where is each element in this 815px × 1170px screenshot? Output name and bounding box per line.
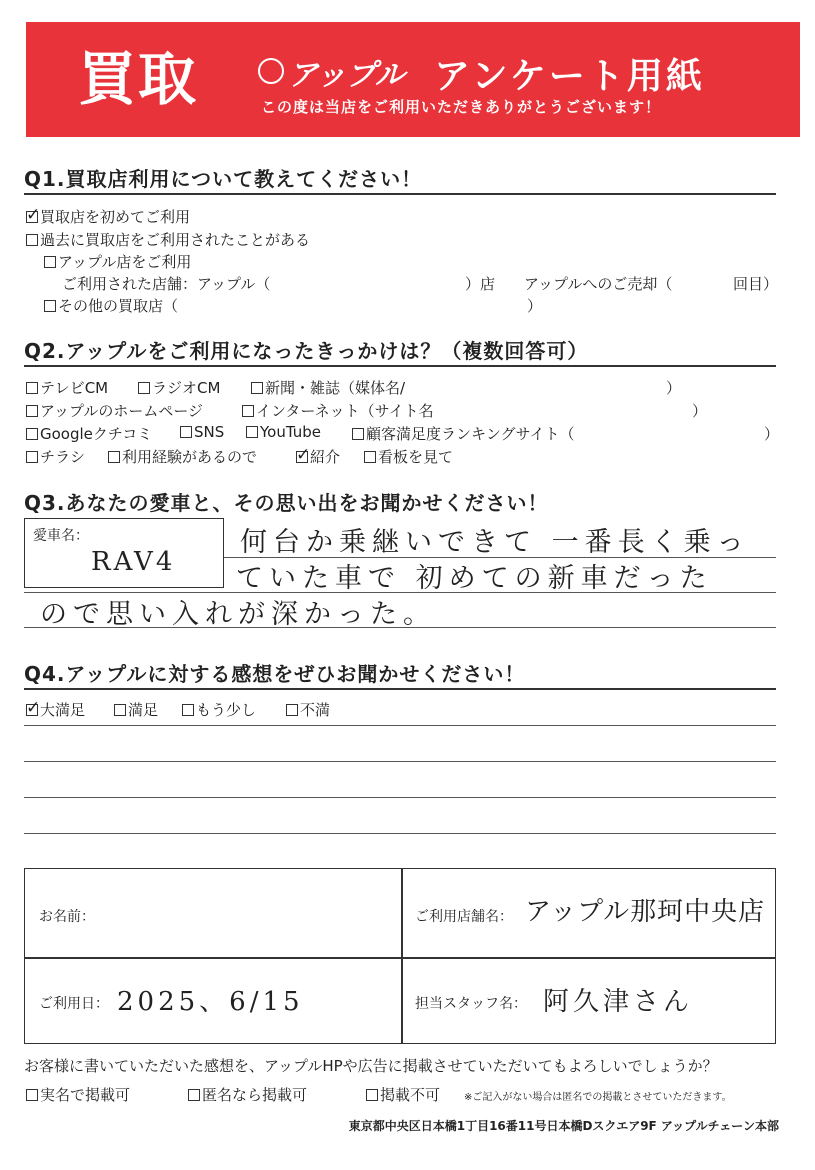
q1-option-first-label: 買取店を初めてご利用	[40, 208, 191, 226]
store-value[interactable]: アップル那珂中央店	[525, 897, 766, 927]
memory-line-1: 何台か乗継いできて 一番長く乗っ	[240, 527, 750, 558]
date-label: ご利用日：	[39, 996, 109, 1012]
q2-option-experience[interactable]	[108, 446, 257, 467]
checkbox-checked-icon[interactable]	[26, 704, 38, 716]
q4-option-very-satisfied-label: 大満足	[40, 701, 86, 719]
q4-option-little-more-label: もう少し	[196, 701, 257, 719]
consent-real-name-label: 実名で掲載可	[40, 1086, 131, 1104]
q2-option-radio[interactable]	[138, 377, 220, 398]
consent-question: お客様に書いていただいた感想を、アップルHPや広告に掲載させていただいてもよろしいでしょうか？	[24, 1057, 718, 1075]
q1-sales-suffix: 回目）	[733, 275, 779, 293]
q4-option-dissatisfied-label: 不満	[300, 701, 331, 719]
checkbox-icon[interactable]	[26, 451, 38, 463]
q1-sales-field[interactable]	[524, 273, 672, 294]
checkbox-checked-icon[interactable]	[26, 211, 38, 223]
q4-option-little-more[interactable]	[182, 699, 256, 720]
q2-option-homepage[interactable]	[26, 400, 203, 421]
q1-option-apple[interactable]	[44, 251, 191, 272]
checkbox-icon[interactable]	[352, 428, 364, 440]
q1-option-past[interactable]	[26, 229, 310, 250]
q2-option-experience-label: 利用経験があるので	[122, 448, 258, 466]
q2-option-signboard[interactable]	[364, 446, 453, 467]
consent-not-allowed[interactable]	[366, 1084, 440, 1105]
q2-option-tv[interactable]	[26, 377, 108, 398]
q3-title: Q3.あなたの愛車と、その思い出をお聞かせください！	[24, 491, 549, 515]
store-label: ご利用店舗名：	[415, 909, 513, 925]
q4-title: Q4.アップルに対する感想をぜひお聞かせください！	[24, 662, 526, 686]
checkbox-icon[interactable]	[26, 428, 38, 440]
q2-option-internet[interactable]	[242, 400, 434, 421]
q2-option-newspaper-label: 新聞・雑誌（媒体名/	[265, 379, 406, 397]
car-name-label: 愛車名：	[33, 528, 89, 544]
checkbox-icon[interactable]	[26, 1089, 38, 1101]
car-name-box[interactable]	[24, 518, 224, 588]
checkbox-icon[interactable]	[242, 405, 254, 417]
checkbox-icon[interactable]	[366, 1089, 378, 1101]
memory-line-2: ていた車で 初めての新車だった	[236, 563, 713, 594]
q2-option-referral-label: 紹介	[310, 448, 341, 466]
consent-anonymous-label: 匿名なら掲載可	[202, 1086, 308, 1104]
checkbox-icon[interactable]	[364, 451, 376, 463]
q1-title: Q1.買取店利用について教えてください！	[24, 167, 423, 191]
checkbox-icon[interactable]	[246, 426, 258, 438]
q1-option-first[interactable]	[26, 206, 190, 227]
q1-sales-label: アップルへのご売却（	[524, 275, 673, 293]
q4-option-satisfied[interactable]	[114, 699, 158, 720]
checkbox-icon[interactable]	[138, 382, 150, 394]
staff-value[interactable]: 阿久津さん	[543, 987, 694, 1017]
q2-option-youtube[interactable]	[246, 423, 321, 441]
q2-option-referral[interactable]	[296, 446, 340, 467]
checkbox-icon[interactable]	[286, 704, 298, 716]
q2-option-newspaper[interactable]	[251, 377, 405, 398]
q2-option-flyer-label: チラシ	[40, 448, 86, 466]
consent-real-name[interactable]	[26, 1084, 130, 1105]
checkbox-icon[interactable]	[251, 382, 263, 394]
q2-option-flyer[interactable]	[26, 446, 85, 467]
q2-option-radio-label: ラジオCM	[152, 379, 221, 397]
q2-option-sns-label: SNS	[194, 423, 225, 441]
memory-line-3: ので思い入れが深かった。	[40, 599, 436, 630]
consent-note: ※ご記入がない場合は匿名での掲載とさせていただきます。	[464, 1092, 732, 1103]
consent-anonymous[interactable]	[188, 1084, 307, 1105]
checkbox-icon[interactable]	[44, 256, 56, 268]
q1-option-past-label: 過去に買取店をご利用されたことがある	[40, 231, 311, 249]
survey-title: アンケート用紙	[434, 56, 705, 97]
brand-logo: アップル	[288, 58, 405, 93]
date-value[interactable]: 2025、6/15	[117, 987, 304, 1017]
consent-not-allowed-label: 掲載不可	[380, 1086, 441, 1104]
q2-option-ranking[interactable]	[352, 423, 575, 444]
footer-address: 東京都中央区日本橋1丁目16番11号日本橋Dスクエア9F アップルチェーン本部	[348, 1119, 779, 1133]
q2-option-ranking-label: 顧客満足度ランキングサイト（	[366, 425, 575, 443]
q4-option-satisfied-label: 満足	[128, 701, 159, 719]
q2-title: Q2.アップルをご利用になったきっかけは？（複数回答可）	[24, 339, 589, 363]
q1-other-suffix: ）	[527, 297, 543, 315]
q2-rule	[24, 365, 776, 367]
q2-option-youtube-label: YouTube	[260, 423, 321, 441]
q1-store-label: ご利用された店舗：アップル（	[62, 275, 271, 293]
checkbox-icon[interactable]	[44, 300, 56, 312]
q2-option-signboard-label: 看板を見て	[378, 448, 454, 466]
q4-rule	[24, 688, 776, 690]
q1-store-suffix: ）店	[465, 275, 496, 293]
thanks-message: この度は当店をご利用いただきありがとうございます！	[261, 98, 662, 116]
q2-option-internet-label: インターネット（サイト名	[256, 402, 434, 420]
header-banner	[26, 22, 800, 137]
q1-option-apple-label: アップル店をご利用	[58, 253, 192, 271]
q1-option-other-label: その他の買取店（	[58, 297, 179, 315]
q2-option-tv-label: テレビCM	[40, 379, 109, 397]
q2-newspaper-close: ）	[666, 379, 682, 397]
car-name-value: RAV4	[91, 547, 176, 577]
q1-rule	[24, 193, 776, 195]
q2-option-google[interactable]	[26, 423, 152, 444]
checkbox-icon[interactable]	[180, 426, 192, 438]
q1-store-field[interactable]	[62, 273, 270, 294]
customer-info-table	[24, 868, 776, 1044]
q2-ranking-close: ）	[764, 425, 780, 443]
q4-line-4	[24, 833, 776, 834]
checkbox-icon[interactable]	[26, 382, 38, 394]
checkbox-checked-icon[interactable]	[296, 451, 308, 463]
q4-line-2	[24, 761, 776, 762]
checkbox-icon[interactable]	[114, 704, 126, 716]
kaitori-logo: 買取	[78, 45, 199, 113]
q4-option-dissatisfied[interactable]	[286, 699, 330, 720]
checkbox-icon[interactable]	[188, 1089, 200, 1101]
checkbox-icon[interactable]	[26, 234, 38, 246]
checkbox-icon[interactable]	[108, 451, 120, 463]
checkbox-icon[interactable]	[26, 405, 38, 417]
name-label: お名前：	[39, 909, 95, 925]
staff-label: 担当スタッフ名：	[415, 996, 527, 1012]
q2-option-google-label: Googleクチコミ	[40, 425, 153, 443]
q2-internet-close: ）	[692, 402, 708, 420]
checkbox-icon[interactable]	[182, 704, 194, 716]
q4-line-1	[24, 725, 776, 726]
q4-option-very-satisfied[interactable]	[26, 699, 85, 720]
apple-logo-icon	[258, 58, 284, 84]
q4-line-3	[24, 797, 776, 798]
q1-option-other[interactable]	[44, 295, 178, 316]
q2-option-sns[interactable]	[180, 423, 224, 441]
q2-option-homepage-label: アップルのホームページ	[40, 402, 204, 420]
